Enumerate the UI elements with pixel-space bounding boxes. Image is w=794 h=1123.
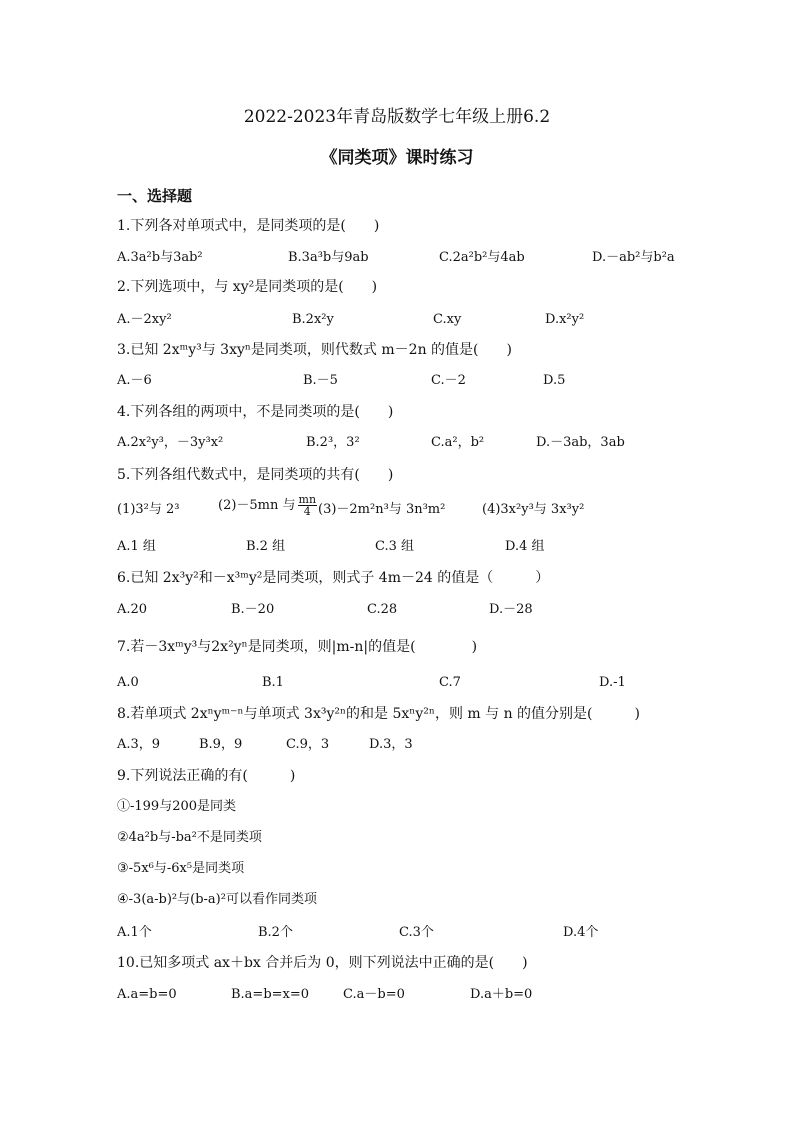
question-9-option-b: B.2个 — [258, 925, 293, 940]
question-9-statement-2: ②4a²b与-ba²不是同类项 — [117, 830, 262, 845]
question-4-option-c: C.a²，b² — [431, 435, 485, 450]
question-3-option-c: C.－2 — [431, 373, 466, 388]
fraction-denominator: 4 — [303, 505, 311, 518]
question-4-option-b: B.2³，3² — [306, 435, 360, 450]
question-2-option-a: A.－2xy² — [117, 312, 172, 327]
document-title: 2022-2023年青岛版数学七年级上册6.2 — [243, 107, 551, 127]
question-6-option-c: C.28 — [367, 602, 398, 617]
question-6-stem: 6.已知 2x³y²和－x³ᵐy²是同类项，则式子 4m－24 的值是（ ） — [117, 570, 550, 586]
question-1-option-c: C.2a²b²与4ab — [439, 250, 525, 265]
question-9-option-a: A.1个 — [117, 925, 152, 940]
question-3-option-a: A.－6 — [117, 373, 152, 388]
question-4-stem: 4.下列各组的两项中，不是同类项的是( ) — [117, 404, 394, 420]
question-9-statement-1: ①-199与200是同类 — [117, 799, 237, 814]
question-4-option-d: D.－3ab，3ab — [536, 435, 625, 450]
question-10-option-a: A.a=b=0 — [117, 987, 177, 1002]
question-5-item-2-text: (2)－5mn 与 — [218, 498, 296, 513]
question-7-option-a: A.0 — [117, 675, 139, 690]
question-9-statement-3: ③-5x⁶与-6x⁵是同类项 — [117, 861, 245, 876]
question-7-option-c: C.7 — [439, 675, 461, 690]
question-1-option-a: A.3a²b与3ab² — [117, 250, 203, 265]
fraction-numerator: mn — [298, 493, 317, 506]
question-8-option-b: B.9，9 — [199, 737, 243, 752]
question-5-item-4: (4)3x²y³与 3x³y² — [482, 502, 585, 517]
question-10-option-c: C.a－b=0 — [343, 987, 405, 1002]
question-6-option-d: D.－28 — [489, 602, 533, 617]
question-10-stem: 10.已知多项式 ax＋bx 合并后为 0，则下列说法中正确的是( ) — [117, 955, 528, 971]
question-10-option-b: B.a=b=x=0 — [231, 987, 310, 1002]
fraction-mn-over-4 — [298, 494, 318, 517]
question-1-option-d: D.－ab²与b²a — [592, 250, 675, 265]
question-3-stem: 3.已知 2xᵐy³与 3xyⁿ是同类项，则代数式 m－2n 的值是( ) — [117, 342, 512, 358]
question-7-option-d: D.-1 — [599, 675, 626, 690]
section-heading: 一、选择题 — [117, 187, 193, 205]
question-7-stem: 7.若－3xᵐy³与2x²yⁿ是同类项，则|m-n|的值是( ) — [117, 639, 478, 655]
question-10-option-d: D.a＋b=0 — [470, 987, 533, 1002]
question-9-option-d: D.4个 — [563, 925, 599, 940]
question-5-option-a: A.1 组 — [117, 539, 156, 554]
question-8-stem: 8.若单项式 2xⁿyᵐ⁻ⁿ与单项式 3x³y²ⁿ的和是 5xⁿy²ⁿ，则 m 与 n 的值分别是( ) — [117, 706, 640, 722]
question-2-stem: 2.下列选项中，与 xy²是同类项的是( ) — [117, 279, 378, 295]
question-9-stem: 9.下列说法正确的有( ) — [117, 768, 296, 784]
question-5-item-2 — [218, 494, 319, 517]
question-8-option-d: D.3，3 — [369, 737, 413, 752]
question-6-option-a: A.20 — [117, 602, 148, 617]
question-9-option-c: C.3个 — [399, 925, 434, 940]
question-6-option-b: B.－20 — [231, 602, 275, 617]
question-2-option-b: B.2x²y — [292, 312, 334, 327]
question-5-option-c: C.3 组 — [375, 539, 415, 554]
question-5-option-b: B.2 组 — [246, 539, 286, 554]
question-5-item-3: (3)－2m²n³与 3n³m² — [318, 502, 446, 517]
question-5-stem: 5.下列各组代数式中，是同类项的共有( ) — [117, 467, 394, 483]
question-1-option-b: B.3a³b与9ab — [288, 250, 369, 265]
question-8-option-a: A.3，9 — [117, 737, 161, 752]
question-2-option-d: D.x²y² — [545, 312, 585, 327]
question-3-option-d: D.5 — [543, 373, 566, 388]
question-4-option-a: A.2x²y³，－3y³x² — [117, 435, 224, 450]
question-7-option-b: B.1 — [262, 675, 284, 690]
question-1-stem: 1.下列各对单项式中，是同类项的是( ) — [117, 218, 380, 234]
document-subtitle: 《同类项》课时练习 — [320, 148, 474, 168]
question-5-item-1: (1)3²与 2³ — [117, 502, 180, 517]
question-2-option-c: C.xy — [433, 312, 462, 327]
question-5-option-d: D.4 组 — [505, 539, 545, 554]
question-3-option-b: B.－5 — [303, 373, 338, 388]
question-9-statement-4: ④-3(a-b)²与(b-a)²可以看作同类项 — [117, 892, 317, 907]
question-8-option-c: C.9，3 — [286, 737, 330, 752]
